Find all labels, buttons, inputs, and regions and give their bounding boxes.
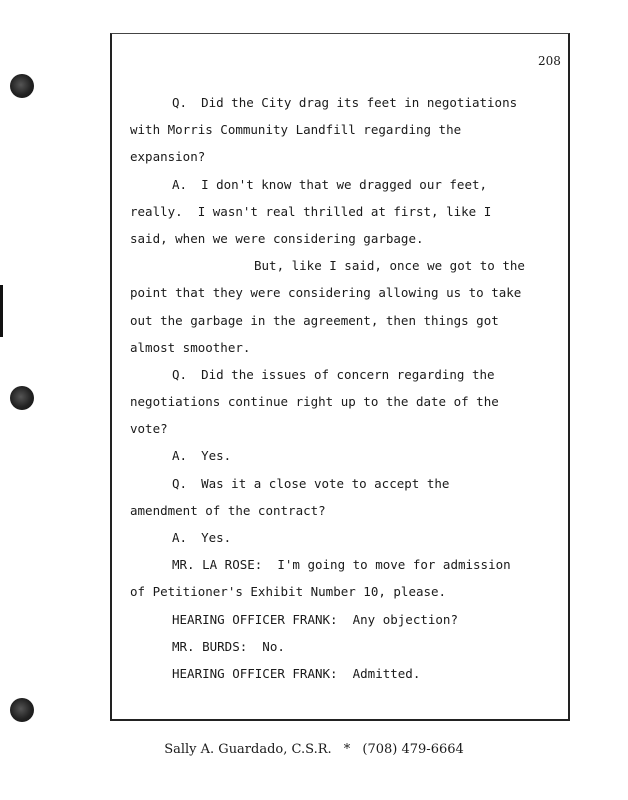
transcript-line bbox=[130, 524, 562, 551]
speaker-label: A. bbox=[172, 530, 188, 545]
speaker-label: A. bbox=[172, 448, 188, 464]
transcript-line bbox=[130, 279, 562, 306]
transcript-line bbox=[130, 252, 562, 279]
transcript-line bbox=[130, 415, 562, 442]
line-text: point that they were considering allowing us to take bbox=[130, 285, 522, 301]
transcript-line bbox=[130, 497, 562, 524]
line-text: Did the issues of concern regarding the bbox=[201, 366, 495, 382]
transcript-line bbox=[130, 116, 562, 143]
transcript-line bbox=[130, 361, 562, 388]
line-text: of Petitioner's Exhibit Number 10, please. bbox=[130, 584, 447, 600]
punch-hole-middle bbox=[10, 386, 34, 410]
transcript-line bbox=[130, 470, 562, 497]
punch-hole-bottom bbox=[10, 698, 34, 722]
transcript-line bbox=[130, 633, 562, 660]
reporter-phone: (708) 479-6664 bbox=[362, 742, 464, 757]
speaker-label: Q. bbox=[172, 95, 188, 110]
line-text: with Morris Community Landfill regarding the bbox=[130, 122, 462, 138]
line-text: MR. LA ROSE: I'm going to move for admission bbox=[172, 557, 511, 573]
line-text: expansion? bbox=[130, 149, 206, 165]
transcript-line bbox=[130, 551, 562, 578]
line-text: HEARING OFFICER FRANK: Any objection? bbox=[172, 611, 458, 627]
footer-separator: * bbox=[343, 742, 351, 757]
line-text: negotiations continue right up to the date of the bbox=[130, 394, 499, 410]
transcript-line bbox=[130, 89, 562, 116]
line-text: vote? bbox=[130, 421, 168, 437]
transcript-line bbox=[130, 606, 562, 633]
transcript-line bbox=[130, 171, 562, 198]
reporter-name: Sally A. Guardado, C.S.R. bbox=[164, 742, 332, 757]
speaker-label: A. bbox=[172, 176, 188, 192]
speaker-label: Q. bbox=[172, 366, 188, 382]
line-text: amendment of the contract? bbox=[130, 502, 326, 518]
transcript-line bbox=[130, 334, 562, 361]
line-text: out the garbage in the agreement, then things got bbox=[130, 312, 499, 328]
line-text: Yes. bbox=[201, 530, 232, 545]
transcript-line bbox=[130, 578, 562, 605]
transcript-line bbox=[130, 660, 562, 687]
line-text: MR. BURDS: No. bbox=[172, 638, 285, 654]
line-text: said, when we were considering garbage. bbox=[130, 230, 424, 246]
line-text: Yes. bbox=[201, 448, 232, 464]
speaker-label: Q. bbox=[172, 475, 188, 491]
transcript-line bbox=[130, 307, 562, 334]
line-text: Was it a close vote to accept the bbox=[201, 475, 450, 491]
line-text: I don't know that we dragged our feet, bbox=[201, 176, 488, 192]
transcript-line bbox=[130, 442, 562, 469]
transcript-body bbox=[130, 89, 562, 687]
line-text: really. I wasn't real thrilled at first, like I bbox=[130, 203, 492, 219]
punch-hole-top bbox=[10, 74, 34, 98]
line-text: almost smoother. bbox=[130, 339, 251, 355]
transcript-line bbox=[130, 143, 562, 170]
line-text: HEARING OFFICER FRANK: Admitted. bbox=[172, 665, 421, 681]
scan-edge-mark bbox=[0, 285, 3, 337]
page-number: 208 bbox=[538, 54, 561, 68]
transcript-line bbox=[130, 388, 562, 415]
page-footer bbox=[0, 742, 628, 757]
transcript-line bbox=[130, 225, 562, 252]
transcript-line bbox=[130, 198, 562, 225]
line-text: But, like I said, once we got to the bbox=[254, 258, 525, 274]
line-text: Did the City drag its feet in negotiations bbox=[201, 95, 518, 110]
